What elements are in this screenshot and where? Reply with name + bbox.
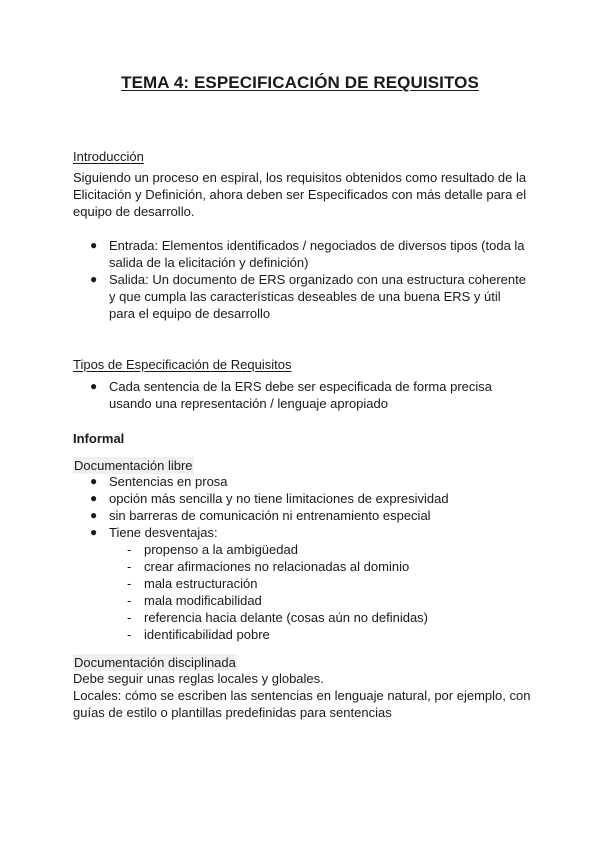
disciplinada-line-1: Debe seguir unas reglas locales y globales. xyxy=(73,671,324,686)
list-item-text: Salida: Un documento de ERS organizado con una estructura coherente y que cumpla las características deseables de una buena ERS y útil para el equipo de desarrollo xyxy=(109,272,526,321)
intro-paragraph: Siguiendo un proceso en espiral, los requisitos obtenidos como resultado de la Elicitación y Definición, ahora deben ser Especificados con más detalle para el equipo de desarrollo. xyxy=(73,170,527,219)
sub-list-item-text: referencia hacia delante (cosas aún no definidas) xyxy=(144,610,429,625)
tipos-heading: Tipos de Especificación de Requisitos xyxy=(73,357,292,372)
bullet-icon: ● xyxy=(90,525,98,539)
libre-heading xyxy=(73,457,194,474)
dash-icon: - xyxy=(127,627,132,642)
list-item-text: sin barreras de comunicación ni entrenamiento especial xyxy=(109,508,431,523)
list-item-text: Tiene desventajas: xyxy=(109,525,218,540)
disciplinada-heading xyxy=(73,654,237,671)
bullet-icon: ● xyxy=(90,491,98,505)
sub-list-item-text: mala modificabilidad xyxy=(144,593,262,608)
disciplinada-heading-text: Documentación disciplinada xyxy=(74,655,236,670)
list-item-text: Sentencias en prosa xyxy=(109,474,228,489)
bullet-icon: ● xyxy=(90,474,98,488)
bullet-icon: ● xyxy=(90,272,98,286)
informal-heading: Informal xyxy=(73,431,125,446)
bullet-icon: ● xyxy=(90,508,98,522)
sub-list-item-text: identificabilidad pobre xyxy=(144,627,270,642)
page-title: TEMA 4: ESPECIFICACIÓN DE REQUISITOS xyxy=(121,73,479,92)
dash-icon: - xyxy=(127,610,132,625)
sub-list-item-text: propenso a la ambigüedad xyxy=(144,542,298,557)
list-item-text: Entrada: Elementos identificados / negociados de diversos tipos (toda la salida de la elicitación y definición) xyxy=(109,238,525,270)
dash-icon: - xyxy=(127,542,132,557)
disciplinada-line-2: Locales: cómo se escriben las sentencias en lenguaje natural, por ejemplo, con guías de estilo o plantillas predefinidas para sentencias xyxy=(73,688,531,720)
dash-icon: - xyxy=(127,593,132,608)
intro-heading: Introducción xyxy=(73,149,144,164)
bullet-icon: ● xyxy=(90,379,98,393)
libre-heading-text: Documentación libre xyxy=(74,458,193,473)
dash-icon: - xyxy=(127,576,132,591)
list-item-text: Cada sentencia de la ERS debe ser especificada de forma precisa usando una representación / lenguaje apropiado xyxy=(109,379,492,411)
bullet-icon: ● xyxy=(90,238,98,252)
sub-list-item-text: mala estructuración xyxy=(144,576,258,591)
dash-icon: - xyxy=(127,559,132,574)
sub-list-item-text: crear afirmaciones no relacionadas al dominio xyxy=(144,559,410,574)
list-item-text: opción más sencilla y no tiene limitaciones de expresividad xyxy=(109,491,449,506)
